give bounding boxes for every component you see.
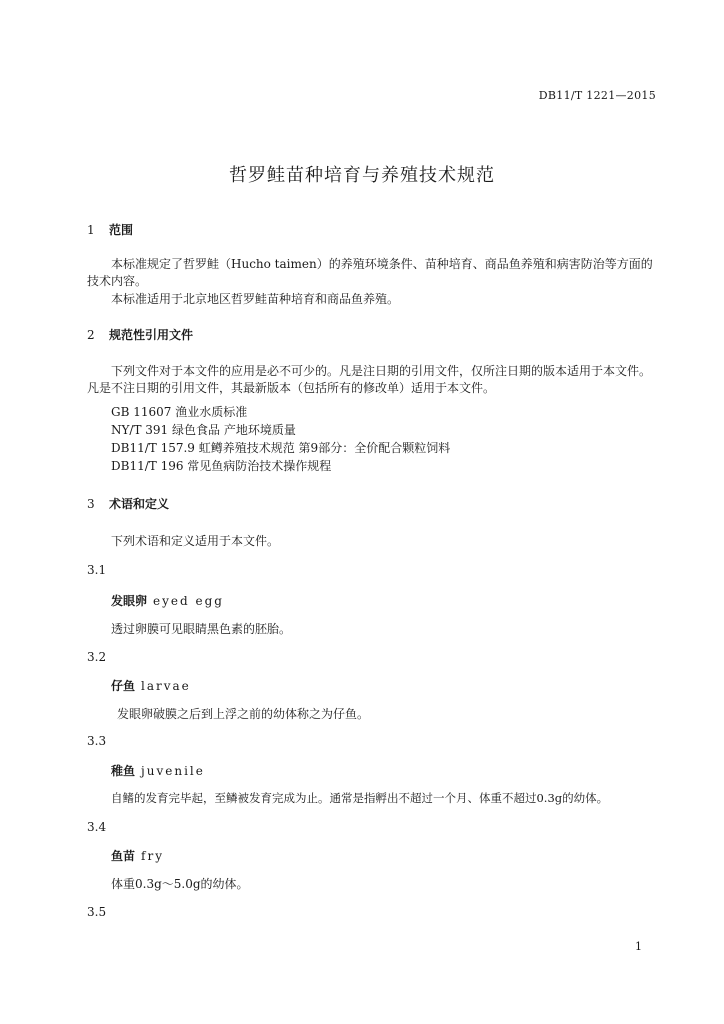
section-title: 术语和定义 [109, 497, 170, 511]
term-number: 3.1 [87, 563, 107, 577]
section-number: 2 [87, 328, 95, 342]
term-english: eyed egg [153, 594, 224, 608]
section-title: 规范性引用文件 [109, 328, 194, 342]
term-heading [111, 762, 205, 779]
section-heading [87, 326, 193, 343]
paragraph: 下列术语和定义适用于本文件。 [111, 534, 280, 548]
paragraph: 下列文件对于本文件的应用是必不可少的。凡是注日期的引用文件，仅所注日期的版本适用于本文件。凡是不注日期的引用文件，其最新版本（包括所有的修改单）适用于本文件。 [87, 364, 652, 395]
term-heading [111, 677, 191, 694]
term-number: 3.4 [87, 820, 107, 834]
term-english: larvae [141, 679, 191, 693]
document-title: 哲罗鲑苗种培育与养殖技术规范 [229, 165, 495, 186]
paragraph: 本标准适用于北京地区哲罗鲑苗种培育和商品鱼养殖。 [111, 292, 400, 306]
reference-item: DB11/T 157.9 虹鳟养殖技术规范 第9部分：全价配合颗粒饲料 [111, 441, 451, 455]
term-english: fry [141, 849, 164, 863]
term-chinese: 仔鱼 [111, 679, 136, 693]
term-english: juvenile [141, 764, 205, 778]
term-number: 3.3 [87, 734, 107, 748]
section-title: 范围 [109, 223, 134, 237]
term-number: 3.5 [87, 905, 107, 919]
section-heading [87, 495, 169, 512]
term-definition: 发眼卵破膜之后到上浮之前的幼体称之为仔鱼。 [117, 707, 370, 721]
section-number: 1 [87, 223, 95, 237]
term-chinese: 稚鱼 [111, 764, 136, 778]
term-definition: 自鳍的发育完毕起，至鳞被发育完成为止。通常是指孵出不超过一个月、体重不超过0.3g的幼体。 [111, 791, 609, 805]
term-heading [111, 592, 224, 609]
reference-item: GB 11607 渔业水质标准 [111, 405, 248, 419]
paragraph: 本标准规定了哲罗鲑（Hucho taimen）的养殖环境条件、苗种培育、商品鱼养殖和病害防治等方面的技术内容。 [87, 257, 653, 288]
standard-code: DB11/T 1221—2015 [538, 89, 656, 102]
section-heading [87, 221, 133, 238]
section-number: 3 [87, 497, 95, 511]
term-heading [111, 847, 164, 864]
term-definition: 体重0.3g～5.0g的幼体。 [111, 877, 249, 891]
reference-item: DB11/T 196 常见鱼病防治技术操作规程 [111, 459, 332, 473]
page-number: 1 [635, 940, 642, 953]
term-number: 3.2 [87, 650, 107, 664]
term-chinese: 鱼苗 [111, 849, 136, 863]
reference-item: NY/T 391 绿色食品 产地环境质量 [111, 423, 296, 437]
term-chinese: 发眼卵 [111, 594, 148, 608]
term-definition: 透过卵膜可见眼睛黑色素的胚胎。 [111, 622, 292, 636]
